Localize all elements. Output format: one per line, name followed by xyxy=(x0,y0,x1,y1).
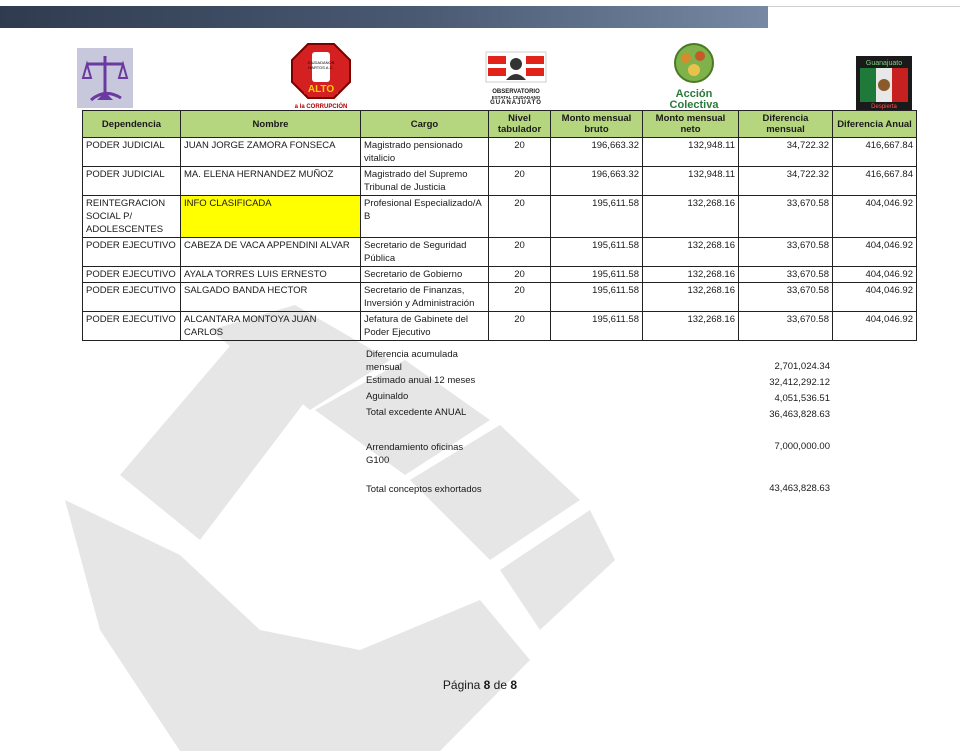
cell-nombre: CABEZA DE VACA APPENDINI ALVAR xyxy=(181,238,361,267)
cell-nombre: JUAN JORGE ZAMORA FONSECA xyxy=(181,138,361,167)
cell-dif-anual: 404,046.92 xyxy=(833,267,917,283)
col-header-dif-mensual: Diferencia mensual xyxy=(739,111,833,138)
table-row xyxy=(83,238,917,267)
cell-neto: 132,948.11 xyxy=(643,167,739,196)
col-header-bruto: Monto mensual bruto xyxy=(551,111,643,138)
salary-table xyxy=(82,110,917,341)
col-header-nombre: Nombre xyxy=(181,111,361,138)
document-top-bar xyxy=(0,6,768,28)
page-prefix: Página xyxy=(442,678,481,692)
cell-bruto: 195,611.58 xyxy=(551,283,643,312)
cell-nombre: SALGADO BANDA HECTOR xyxy=(181,283,361,312)
col-header-dependencia: Dependencia xyxy=(83,111,181,138)
cell-nombre-classified: INFO CLASIFICADA xyxy=(181,196,361,238)
cell-cargo: Profesional Especializado/A B xyxy=(361,196,489,238)
col-header-cargo: Cargo xyxy=(361,111,489,138)
cell-cargo: Jefatura de Gabinete del Poder Ejecutivo xyxy=(361,312,489,341)
cell-dif-mensual: 34,722.32 xyxy=(739,138,833,167)
cell-dif-mensual: 33,670.58 xyxy=(739,283,833,312)
cell-dependencia: REINTEGRACION SOCIAL P/ ADOLESCENTES xyxy=(83,196,181,238)
svg-text:Guanajuato: Guanajuato xyxy=(865,60,903,67)
cell-neto: 132,268.16 xyxy=(643,238,739,267)
summary-aguinaldo-value: 4,051,536.51 xyxy=(774,393,830,404)
summary-aguinaldo-label: Aguinaldo xyxy=(366,391,409,402)
cell-nivel: 20 xyxy=(489,138,551,167)
page-of: de xyxy=(493,678,508,692)
cell-nivel: 20 xyxy=(489,283,551,312)
summary-arrendamiento-label: Arrendamiento oficinas G100 xyxy=(366,442,464,466)
cell-dependencia: PODER EJECUTIVO xyxy=(83,283,181,312)
summary-dif-acumulada-value: 2,701,024.34 xyxy=(774,361,830,372)
svg-text:CIUDADANOS: CIUDADANOS xyxy=(307,60,335,65)
cell-dif-mensual: 33,670.58 xyxy=(739,312,833,341)
cell-neto: 132,948.11 xyxy=(643,138,739,167)
cell-nombre: AYALA TORRES LUIS ERNESTO xyxy=(181,267,361,283)
cell-bruto: 195,611.58 xyxy=(551,312,643,341)
table-header-row xyxy=(83,111,917,138)
cell-bruto: 195,611.58 xyxy=(551,238,643,267)
cell-nombre: MA. ELENA HERNANDEZ MUÑOZ xyxy=(181,167,361,196)
table-row xyxy=(83,283,917,312)
cell-bruto: 195,611.58 xyxy=(551,267,643,283)
cell-dif-anual: 416,667.84 xyxy=(833,167,917,196)
justice-scale-logo xyxy=(77,48,133,108)
document-top-rule xyxy=(768,6,960,7)
table-row xyxy=(83,312,917,341)
cell-cargo: Secretario de Gobierno xyxy=(361,267,489,283)
summary-estimado-label: Estimado anual 12 meses xyxy=(366,375,476,386)
cell-neto: 132,268.16 xyxy=(643,283,739,312)
cell-dif-mensual: 33,670.58 xyxy=(739,196,833,238)
cell-dependencia: PODER JUDICIAL xyxy=(83,167,181,196)
table-row xyxy=(83,267,917,283)
cell-nivel: 20 xyxy=(489,238,551,267)
cell-cargo: Secretario de Seguridad Pública xyxy=(361,238,489,267)
cell-dif-anual: 404,046.92 xyxy=(833,312,917,341)
cell-cargo: Magistrado pensionado vitalicio xyxy=(361,138,489,167)
svg-text:ALTO: ALTO xyxy=(307,84,335,95)
cell-bruto: 195,611.58 xyxy=(551,196,643,238)
cell-dependencia: PODER EJECUTIVO xyxy=(83,267,181,283)
col-header-nivel: Nivel tabulador xyxy=(489,111,551,138)
cell-nivel: 20 xyxy=(489,196,551,238)
cell-neto: 132,268.16 xyxy=(643,267,739,283)
page-number xyxy=(0,678,960,692)
accion-line1: Acción xyxy=(675,88,713,100)
guanajuato-despierta-logo xyxy=(856,56,912,110)
summary-arrendamiento-value: 7,000,000.00 xyxy=(774,441,830,452)
observatorio-line1: OBSERVATORIO xyxy=(492,89,540,95)
cell-dif-anual: 404,046.92 xyxy=(833,283,917,312)
cell-dif-anual: 404,046.92 xyxy=(833,196,917,238)
cell-dependencia: PODER EJECUTIVO xyxy=(83,312,181,341)
summary-estimado-value: 32,412,292.12 xyxy=(769,377,830,388)
summary-total-excedente-label: Total excedente ANUAL xyxy=(366,407,467,418)
table-row xyxy=(83,167,917,196)
cell-dif-mensual: 34,722.32 xyxy=(739,167,833,196)
cell-bruto: 196,663.32 xyxy=(551,138,643,167)
summary-total-conceptos-label: Total conceptos exhortados xyxy=(366,484,482,495)
page-current: 8 xyxy=(483,678,491,692)
accion-colectiva-logo xyxy=(662,42,726,110)
alto-subtitle: a la CORRUPCIÓN xyxy=(294,104,348,110)
observatorio-logo xyxy=(484,50,548,110)
page-total: 8 xyxy=(510,678,518,692)
svg-text:HARTOS A.C.: HARTOS A.C. xyxy=(308,65,334,70)
col-header-dif-anual: Diferencia Anual xyxy=(833,111,917,138)
summary-total-conceptos-value: 43,463,828.63 xyxy=(769,483,830,494)
cell-dif-mensual: 33,670.58 xyxy=(739,267,833,283)
alto-corrupcion-logo xyxy=(290,42,352,110)
table-row xyxy=(83,138,917,167)
cell-dependencia: PODER EJECUTIVO xyxy=(83,238,181,267)
observatorio-line2: ESTATAL CIUDADANO xyxy=(491,95,541,100)
cell-nivel: 20 xyxy=(489,312,551,341)
cell-nivel: 20 xyxy=(489,167,551,196)
accion-line2: Colectiva xyxy=(669,99,719,111)
cell-nombre: ALCANTARA MONTOYA JUAN CARLOS xyxy=(181,312,361,341)
cell-cargo: Secretario de Finanzas, Inversión y Administración xyxy=(361,283,489,312)
cell-bruto: 196,663.32 xyxy=(551,167,643,196)
summary-dif-acumulada-label: Diferencia acumulada mensual xyxy=(366,349,458,373)
svg-text:Despierta: Despierta xyxy=(871,104,897,110)
cell-neto: 132,268.16 xyxy=(643,312,739,341)
col-header-neto: Monto mensual neto xyxy=(643,111,739,138)
observatorio-line3: GUANAJUATO xyxy=(490,100,542,106)
summary-total-excedente-value: 36,463,828.63 xyxy=(769,409,830,420)
cell-neto: 132,268.16 xyxy=(643,196,739,238)
cell-dif-anual: 404,046.92 xyxy=(833,238,917,267)
table-row xyxy=(83,196,917,238)
cell-dif-mensual: 33,670.58 xyxy=(739,238,833,267)
cell-dependencia: PODER JUDICIAL xyxy=(83,138,181,167)
cell-dif-anual: 416,667.84 xyxy=(833,138,917,167)
cell-cargo: Magistrado del Supremo Tribunal de Justicia xyxy=(361,167,489,196)
cell-nivel: 20 xyxy=(489,267,551,283)
